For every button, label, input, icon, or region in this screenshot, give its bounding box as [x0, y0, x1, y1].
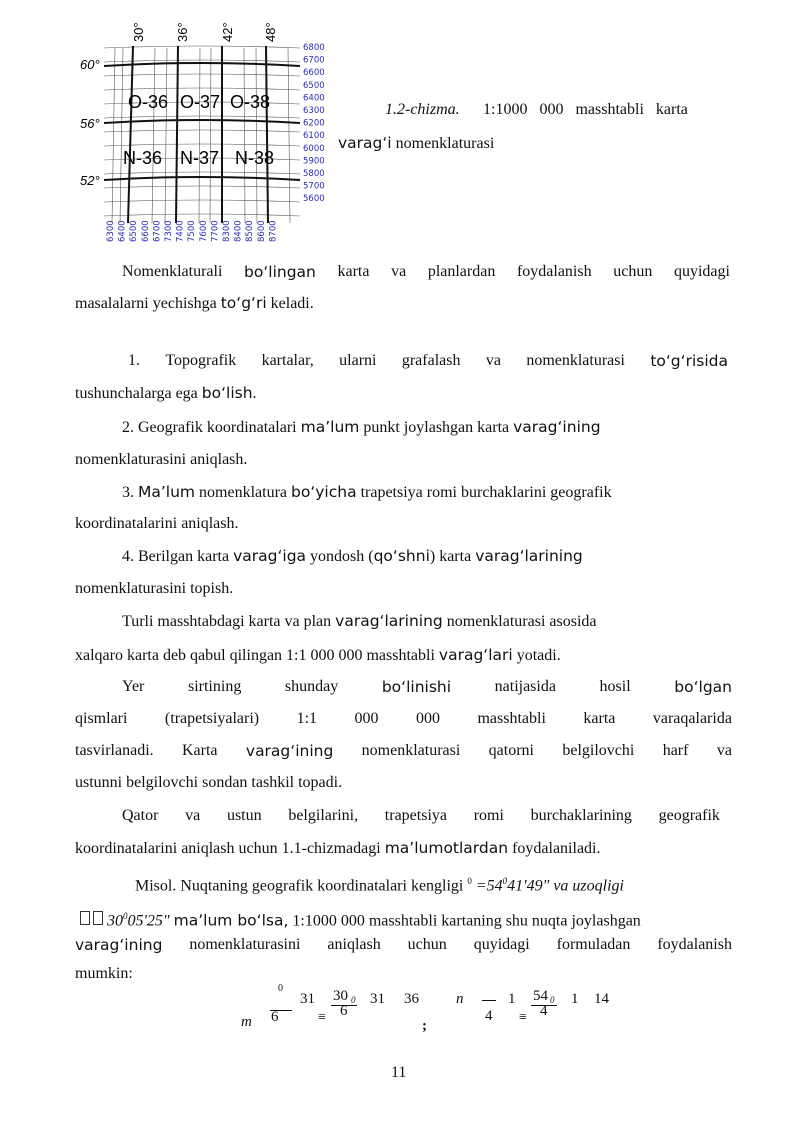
word: hosil	[599, 678, 631, 695]
item1-line2	[75, 383, 257, 404]
phi-symbol: 0	[467, 876, 472, 886]
right-number: 6000	[303, 143, 325, 154]
right-number: 5600	[303, 194, 325, 205]
word: grafalash	[401, 352, 461, 369]
word: ustun	[226, 807, 262, 824]
p4-line1	[122, 806, 720, 826]
word: varag‘ining	[75, 936, 163, 954]
text: to‘g‘ri	[220, 294, 267, 312]
word: va	[391, 263, 407, 280]
text: 2. Geografik koordinatalari	[122, 419, 301, 436]
number: 1	[508, 991, 516, 1007]
variable-m: m	[241, 1014, 252, 1030]
p5-line4: mumkin:	[75, 965, 133, 982]
word: karta	[583, 710, 616, 727]
p1-line1	[122, 262, 730, 282]
text: masalalarni yechishga	[75, 295, 221, 312]
major-grid	[104, 46, 300, 223]
bottom-number: 6700	[152, 220, 163, 242]
text: punkt joylashgan karta	[359, 419, 514, 436]
text: qo‘shni	[373, 547, 430, 565]
text: 1:1000 000 masshtabli kartaning shu nuqta joylashgan	[288, 912, 641, 930]
sheet-n38: N-38	[235, 148, 275, 168]
bottom-number: 7700	[210, 220, 221, 242]
word: Karta	[182, 742, 218, 759]
word: geografik	[658, 807, 720, 824]
word: quyidagi	[473, 936, 530, 953]
text: =54	[471, 877, 503, 895]
lon-label-42: 42°	[220, 22, 235, 42]
item1-line1	[128, 351, 728, 371]
caption-varagi: varag‘i	[338, 134, 392, 152]
word: Qator	[122, 807, 159, 824]
fraction-bar	[482, 1000, 496, 1001]
text: yotadi.	[512, 647, 561, 664]
fraction-numerator: 30	[333, 988, 348, 1004]
word: 000	[416, 710, 440, 727]
p5-line2	[80, 906, 641, 931]
word: shunday	[284, 678, 339, 695]
word: to‘g‘risida	[650, 352, 728, 370]
word: trapetsiya	[384, 807, 447, 824]
bottom-number: 6500	[129, 220, 140, 242]
word: va	[716, 742, 732, 759]
number: 6	[271, 1009, 279, 1025]
word: aniqlash	[327, 936, 381, 953]
number: 14	[594, 991, 609, 1007]
p5-line3	[75, 935, 732, 955]
word: romi	[473, 807, 504, 824]
text: Ma’lum	[138, 483, 196, 501]
right-number: 6200	[303, 118, 325, 129]
word: bo‘lingan	[244, 263, 316, 281]
right-number: 6100	[303, 131, 325, 142]
text: 4. Berilgan karta	[122, 548, 234, 565]
word: va	[485, 352, 501, 369]
nomenclature-map-figure	[70, 18, 340, 243]
bottom-number: 6600	[140, 220, 151, 242]
word: (trapetsiyalari)	[164, 710, 260, 727]
number: 36	[404, 991, 419, 1007]
word: masshtabli	[477, 710, 546, 727]
sheet-o37: O-37	[180, 92, 221, 112]
text: varag‘ining	[513, 418, 601, 436]
right-number: 6600	[303, 68, 325, 79]
text: bo‘yicha	[291, 483, 357, 501]
text: 41'49" va uzoqligi	[507, 877, 624, 895]
fine-grid	[104, 46, 300, 223]
word: qatorni	[488, 742, 534, 759]
word: quyidagi	[673, 263, 730, 280]
right-number: 6800	[303, 43, 325, 53]
p2-line2	[75, 645, 561, 666]
text: foydalaniladi.	[508, 840, 601, 857]
bottom-number-row	[106, 220, 278, 242]
fraction-denominator: 4	[540, 1003, 548, 1019]
missing-glyph-box	[93, 911, 103, 925]
p1-line2	[75, 293, 314, 314]
superscript: 0	[278, 983, 283, 994]
right-number: 6700	[303, 55, 325, 66]
text: Turli masshtabdagi karta va plan	[122, 613, 336, 630]
text: Misol. Nuqtaning geografik koordinatalari kengligi	[135, 877, 468, 895]
word: harf	[662, 742, 689, 759]
p5-line1	[135, 871, 624, 896]
text: varag‘iga	[233, 547, 307, 565]
text: trapetsiya romi burchaklarini geografik	[356, 484, 612, 501]
word: foydalanish	[657, 936, 732, 953]
bottom-number: 8400	[233, 220, 244, 242]
separator: ;	[422, 1018, 427, 1034]
bottom-number: 7600	[198, 220, 209, 242]
figure-caption-line2	[338, 133, 494, 154]
text: ma’lum	[300, 418, 360, 436]
word: nomenklaturasi	[361, 742, 461, 759]
text: keladi.	[266, 295, 314, 312]
text: tushunchalarga ega	[75, 385, 202, 402]
text: 3.	[122, 484, 138, 501]
variable-n: n	[456, 991, 464, 1007]
word: 000	[354, 710, 379, 727]
text: bo‘lish	[201, 384, 253, 402]
item3-line1	[122, 482, 612, 503]
number: 31	[300, 991, 315, 1007]
subscript: 0	[351, 995, 356, 1005]
word: formuladan	[556, 936, 631, 953]
right-number: 6400	[303, 93, 325, 104]
figure-caption-label: 1.2-chizma.	[385, 101, 460, 118]
word: 1:1	[296, 710, 318, 727]
word: nomenklaturasi	[526, 352, 625, 369]
bottom-number: 8500	[245, 220, 256, 242]
lat-label-60: 60°	[80, 57, 100, 72]
item4-line2: nomenklaturasini topish.	[75, 580, 234, 597]
text: nomenklaturasi asosida	[442, 613, 597, 630]
fraction-numerator: 54	[533, 988, 548, 1004]
sheet-n36: N-36	[123, 148, 163, 168]
p3-line1	[122, 677, 732, 697]
sheet-o38: O-38	[230, 92, 271, 112]
item4-line1	[122, 546, 583, 567]
missing-glyph-box	[80, 911, 90, 925]
word: ularni	[339, 352, 377, 369]
p3-line2	[75, 709, 732, 729]
text: yondosh (	[306, 548, 374, 565]
p3-line3	[75, 741, 732, 761]
word: burchaklarining	[530, 807, 632, 824]
word: Topografik	[165, 352, 237, 369]
number: 1	[571, 991, 579, 1007]
text: ) karta	[429, 548, 476, 565]
bottom-number: 8600	[256, 220, 267, 242]
word: belgilarini,	[288, 807, 359, 824]
bottom-number: 6400	[117, 220, 128, 242]
word: varag‘ining	[245, 742, 334, 760]
number: 31	[370, 991, 385, 1007]
word: varaqalarida	[652, 710, 732, 727]
right-number: 6500	[303, 80, 325, 91]
word: bo‘linishi	[381, 678, 452, 696]
p4-line2	[75, 838, 601, 859]
word: planlardan	[427, 263, 496, 280]
text: 05'25"	[127, 912, 174, 930]
sheet-n37: N-37	[180, 148, 220, 168]
right-number: 5900	[303, 156, 325, 167]
equiv-sign: ≡	[318, 1010, 326, 1025]
bottom-number: 8700	[268, 220, 279, 242]
bottom-number: 7400	[175, 220, 186, 242]
lat-label-56: 56°	[80, 116, 100, 131]
word: va	[185, 807, 201, 824]
p3-line4: ustunni belgilovchi sondan tashkil topadi.	[75, 774, 343, 791]
word: bo‘lgan	[674, 678, 732, 696]
item3-line2: koordinatalarini aniqlash.	[75, 515, 239, 532]
item2-line2: nomenklaturasini aniqlash.	[75, 451, 248, 468]
word: nomenklaturasini	[189, 936, 301, 953]
text: koordinatalarini aniqlash uchun 1.1-chizmadagi	[75, 840, 385, 857]
right-number: 5700	[303, 181, 325, 192]
word: sirtining	[187, 678, 242, 695]
sheet-o36: O-36	[128, 92, 169, 112]
bottom-number: 7300	[164, 220, 174, 242]
text: varag‘larining	[335, 612, 443, 630]
degree: 0	[502, 876, 508, 886]
bottom-number: 6300	[106, 220, 116, 242]
lon-label-30: 30°	[131, 22, 146, 42]
right-number-column	[303, 43, 325, 204]
word: qismlari	[75, 710, 128, 727]
word: natijasida	[494, 678, 556, 695]
p2-line1	[122, 611, 597, 632]
figure-caption-part1: 1:1000 000 masshtabli karta	[483, 101, 688, 118]
lon-label-36: 36°	[175, 22, 190, 42]
text: xalqaro karta deb qabul qilingan 1:1 000 000 masshtabli	[75, 647, 439, 664]
text: ma’lum bo‘lsa,	[173, 911, 289, 930]
word: tasvirlanadi.	[75, 742, 154, 759]
word: Yer	[122, 678, 145, 695]
equiv-sign: ≡	[519, 1010, 527, 1025]
number: 4	[485, 1008, 493, 1024]
text: varag‘lari	[438, 646, 513, 664]
text: 30	[107, 912, 123, 930]
word: 1.	[128, 352, 140, 369]
text: ma’lumotlardan	[384, 839, 509, 857]
word: belgilovchi	[562, 742, 635, 759]
bottom-number: 7500	[187, 220, 198, 242]
text: varag‘larining	[475, 547, 583, 565]
lat-label-52: 52°	[80, 173, 100, 188]
word: uchun	[407, 936, 447, 953]
bottom-number: 8300	[222, 220, 232, 242]
caption-nomenklaturasi: nomenklaturasi	[391, 135, 495, 152]
text: nomenklatura	[195, 484, 291, 501]
subscript: 0	[550, 995, 555, 1005]
word: karta	[337, 263, 370, 280]
degree: 0	[123, 911, 128, 921]
page-number: 11	[391, 1064, 407, 1081]
fraction-bar	[270, 1010, 292, 1011]
right-number: 5800	[303, 169, 325, 179]
word: kartalar,	[261, 352, 314, 369]
fraction-denominator: 6	[340, 1003, 348, 1019]
word: foydalanish	[516, 263, 592, 280]
lon-label-48: 48°	[263, 22, 278, 42]
right-number: 6300	[303, 106, 325, 116]
word: uchun	[613, 263, 653, 280]
item2-line1	[122, 417, 601, 438]
text: .	[252, 385, 257, 402]
word: Nomenklaturali	[122, 263, 223, 280]
